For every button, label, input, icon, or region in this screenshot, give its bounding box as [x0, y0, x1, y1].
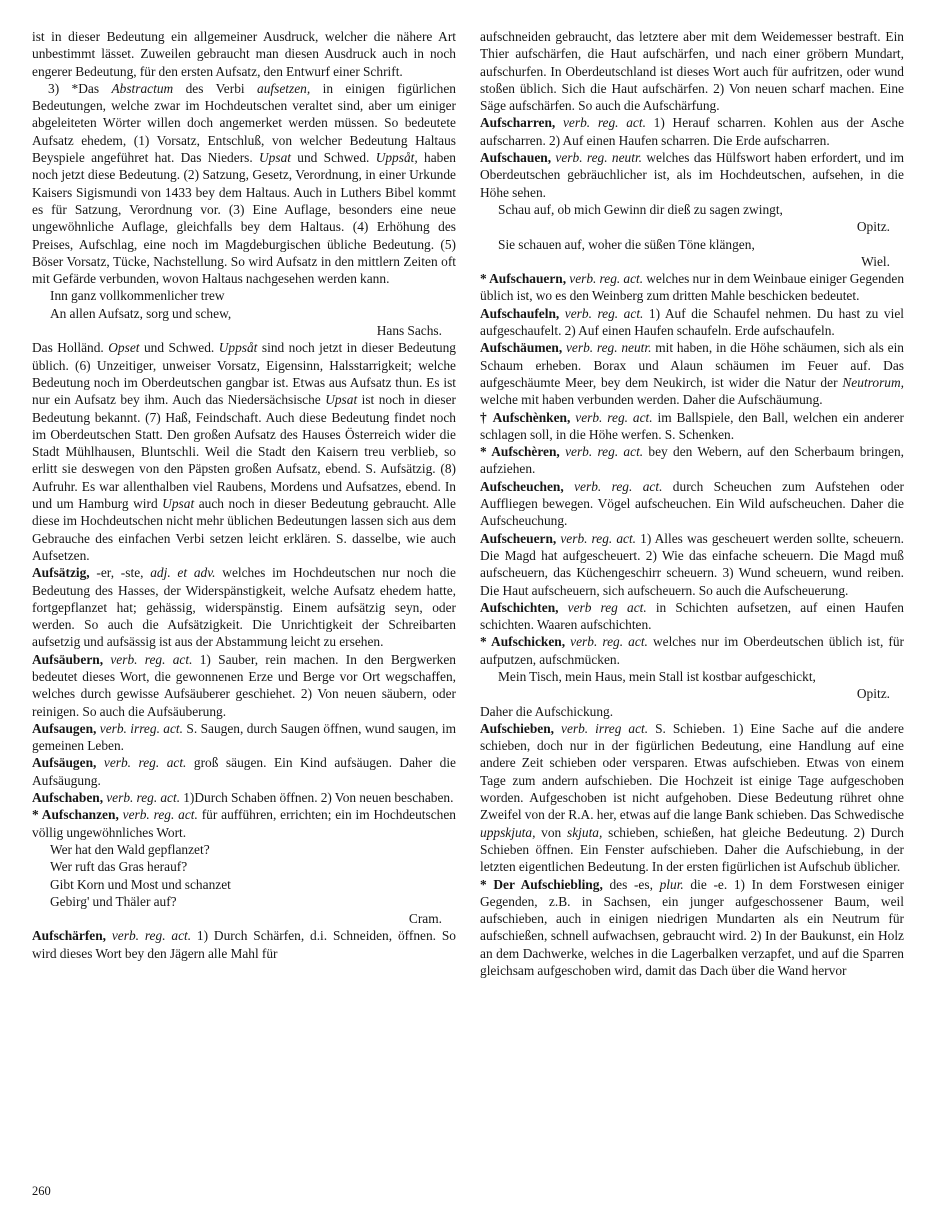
dictionary-entry	[32, 927, 456, 962]
text-segment: verb. reg. act.	[570, 634, 648, 650]
text-segment: welches das Hülfswort haben erfordert, und im Oberdeutschen gebräuchlicher ist, als im Hochdeutschen, aufsehen, in die Höhe sehen.	[480, 150, 905, 200]
text-segment: aufschneiden gebraucht, das letztere aber mit dem Weidemesser bestraft. Ein Thier aufschärfen, die Haut aufschärfen, und nach einer gröbern Mundart, aufschurfen. In Oberdeutschland ist dieses Wort auch für aufritzen, oder wund stoßen üblich. Sich die Haut aufschärfen. 2) Von neuen scharf machen. Eine Säge aufschärfen. So auch die Aufschärfung.	[480, 29, 904, 114]
text-segment: Schau auf, ob mich Gewinn dir dieß zu sagen zwingt,	[498, 201, 783, 217]
text-segment: für aufführen, errichten; ein im Hochdeutschen völlig ungewöhnliches Wort.	[32, 807, 457, 840]
text-segment: 1) Sauber, rein machen. In den Bergwerken bedeutet dieses Wort, die gewonnenen Erze und Berge vor Ort wegschaffen, welches durch gewisse Aufsäuberer geschiehet. 2) Von neuen säubern, oder reinigen. So auch die Aufsäuberung.	[32, 651, 457, 719]
headword: Aufschärfen,	[32, 928, 107, 944]
text-segment: aufsetzen,	[257, 80, 311, 96]
headword: Aufsäubern,	[32, 651, 104, 667]
text-segment: groß säugen. Ein Kind aufsäugen. Daher die Aufsäugung.	[32, 755, 456, 788]
text-segment: 1) Auf die Schaufel nehmen. Du hast zu viel aufgeschaufelt. 2) Auf einen Haufen schaufeln. Erde aufschaufeln.	[480, 305, 904, 339]
text-segment: Upsat	[259, 150, 291, 166]
text-segment: S. Schieben. 1) Eine Sache auf die andere schieben, doch nur in der figürlichen Bedeutung, eine Handlung auf eine andere Zeit schieben oder versparen. Etwas aufschieben. Etwas von einem Tage zum andern aufschieben. Die Hochzeit ist einige Tage aufgeschoben worden. Aufgeschoben ist nicht aufgehoben. Diese Bedeutung rühret ohne Zweifel von der R.A. her, etwas auf die lange Bank schieben. Das Schwedische	[480, 720, 904, 823]
text-segment: Sie schauen auf, woher die süßen Töne klängen,	[498, 236, 755, 252]
text-segment: verb reg act.	[567, 599, 647, 615]
dictionary-entry	[480, 409, 904, 444]
dictionary-entry	[480, 443, 904, 478]
text-segment: skjuta,	[567, 824, 603, 840]
text-columns	[32, 28, 905, 979]
headword: Aufschieben,	[480, 720, 555, 736]
paragraph	[32, 339, 456, 564]
headword: Aufscheuchen,	[480, 478, 564, 494]
text-segment: mit haben, in die Höhe schäumen, sich als ein Schaum erheben. Borax und Alaun schäumen im Feuer auf. Das aufgeschäumte Meer, bey dem Neukirch, ist wider die Natur der	[480, 340, 904, 390]
headword: * Der Aufschiebling,	[480, 876, 603, 892]
dictionary-entry	[480, 876, 904, 980]
text-segment: ist noch in dieser Bedeutung bekannt. (7) Haß, Feindschaft. Auch diese Bedeutung findet noch im Oberdeutschen Statt. Den großen Aufsatz des Hauses Österreich wider die Stadt Mühlhausen, Bluntschli. Weil die Stadt den Kaisern treu verblieb, so erlitt sie deswegen von den Päpsten großen Aufsatz, ebend. S. Aufsätzig. (8) Aufruhr. Es war allenthalben viel Raubens, Mordens und Aufsatzes, ebend. In und um Hamburg wird	[32, 392, 456, 512]
text-segment: plur.	[659, 876, 684, 892]
text-segment: adj. et adv.	[150, 565, 216, 581]
text-segment: welche mit haben verbunden werden. Daher die Aufschäumung.	[480, 392, 823, 408]
text-segment: Wiel.	[861, 253, 890, 269]
text-segment: Opitz.	[856, 219, 890, 235]
verse-line	[480, 668, 904, 685]
text-segment: 1) Alles was gescheuert werden sollte, scheuern. Die Magd hat aufgescheuert. 2) Wie das einfache scheuern. Die Magd muß aufscheuern, das Küchengeschirr scheuern. 3) Wund scheuern, wund reiben. Die Haut aufscheuern, sich aufscheuern. So auch die Aufscheuerung.	[480, 530, 904, 598]
dictionary-entry	[480, 270, 904, 305]
text-segment: durch Scheuchen zum Aufstehen oder Auffliegen bewegen. Vögel aufscheuchen. Ein Wild aufscheuchen. Daher die Aufscheuchung.	[480, 478, 904, 529]
headword: * Aufschanzen,	[32, 807, 119, 823]
text-segment	[559, 600, 568, 615]
text-segment: Upsat	[325, 392, 358, 408]
dictionary-entry	[480, 149, 904, 201]
headword: Aufscharren,	[480, 115, 556, 131]
dictionary-entry	[480, 114, 904, 149]
text-segment: Daher die Aufschickung.	[480, 703, 614, 719]
text-segment: sind noch jetzt in dieser Bedeutung üblich. (6) Unzeitiger, unweiser Vorsatz, Eigensinn, Halsstarrigkeit; welche Bedeutung noch im Oberdeutschen gangbar ist. Etwas aus Aufsatz thun. Es ist nur ein Aufsatz bey ihm. Auch das Niedersächsische	[32, 340, 456, 408]
headword: Aufschaben,	[32, 790, 104, 806]
text-segment: Wer hat den Wald gepflanzet?	[50, 841, 210, 857]
text-segment: Wer ruft das Gras herauf?	[50, 859, 188, 875]
text-segment: verb. reg. act.	[110, 651, 193, 667]
text-segment: und Schwed.	[139, 340, 219, 356]
headword: Aufscheuern,	[480, 530, 557, 546]
text-segment: 1) Herauf scharren. Kohlen aus der Asche aufscharren. 2) Auf einen Haufen scharren. Die Erde aufscharren.	[480, 115, 905, 148]
text-segment: verb. reg. act.	[569, 271, 644, 287]
paragraph	[480, 28, 904, 114]
text-segment: Inn ganz vollkommenlicher trew	[50, 288, 225, 304]
verse-line	[32, 858, 456, 875]
paragraph	[480, 703, 904, 720]
text-segment: verb. reg. act.	[106, 790, 181, 806]
text-segment: die -e. 1) In dem Forstwesen einiger Gegenden, z.B. in Sachsen, ein junger aufgeschossener Baum, weil aufschieben, auch in einigen niedrigen Mundarten als ein Neutrum für aufschießen, schnell aufwachsen, gebraucht wird. 2) In der Baukunst, ein Holz an dem Dachwerke, welches in die Lagerbalken verzapfet, und auf die Sparren gleichsam aufgeschoben wird, damit das Dach über die Wand hervor	[480, 876, 904, 979]
dictionary-entry	[480, 633, 904, 668]
text-segment	[96, 755, 104, 770]
dictionary-entry	[480, 339, 904, 408]
text-segment: verb. reg. act.	[574, 478, 663, 494]
text-segment: verb. irreg act.	[561, 720, 649, 736]
text-segment: S. Saugen, durch Saugen öffnen, wund saugen, im gemeinen Leben.	[32, 720, 456, 754]
text-segment: verb. reg. act.	[560, 530, 637, 546]
text-segment: Uppsåt,	[375, 150, 418, 166]
text-segment: verb. irreg. act.	[99, 720, 184, 736]
text-segment: Abstractum	[111, 80, 174, 96]
text-segment: verb. reg. act.	[564, 305, 644, 321]
paragraph	[32, 80, 456, 288]
text-segment: verb. reg. act.	[103, 755, 187, 771]
text-segment: 3) *Das	[48, 80, 112, 96]
quote-attribution	[32, 910, 456, 927]
text-segment: und Schwed.	[291, 150, 376, 166]
verse-line	[32, 305, 456, 322]
text-segment: An allen Aufsatz, sorg und schew,	[50, 305, 232, 321]
page-number: 260	[32, 1183, 51, 1198]
quote-attribution	[480, 218, 904, 235]
verse-line	[32, 841, 456, 858]
quote-attribution	[32, 322, 456, 339]
text-segment	[554, 721, 561, 736]
headword: * Aufschicken,	[480, 634, 566, 650]
dictionary-entry	[32, 651, 456, 720]
dictionary-entry	[480, 530, 904, 599]
text-segment: in einigen figürlichen Bedeutungen, welche zwar im Hochdeutschen veraltet sind, aber um einiger abgeleiteten Wörter willen doch angemerket werden müssen. So bedeutete Aufsatz ehedem, (1) Vorsatz, Entschluß, von welcher Bedeutung Haltaus Beyspiele angeführet hat. Das Nieders.	[32, 80, 456, 166]
dictionary-entry	[480, 720, 904, 876]
text-segment: welches nur in dem Weinbaue einiger Gegenden üblich ist, wo es den Weinberg zum dritten Mahle beschicken bedeutet.	[480, 271, 905, 304]
text-segment: welches im Hochdeutschen nur noch die Bedeutung des Hasses, der Widerspänstigkeit, welche Aufsatz ehedem hatte, fortgepflanzet hat; gehässig, widerspänstig. Einem aufsätzig seyn, oder werden. So auch die Aufsätzigkeit. Die Unrichtigkeit der Schreibarten aufsetzig und aufsässig ist aus der Abstammung leicht zu ersehen.	[32, 565, 457, 650]
text-segment: verb. reg. act.	[122, 807, 198, 823]
verse-line	[32, 893, 456, 910]
headword: * Aufschauern,	[480, 271, 567, 287]
text-segment: verb. reg. neutr.	[565, 340, 652, 356]
text-segment: Opset	[108, 340, 140, 356]
text-segment: Neutrorum,	[842, 374, 904, 390]
text-segment: Hans Sachs.	[376, 323, 442, 339]
text-segment: bey den Webern, auf den Scherbaum bringen, aufziehen.	[480, 444, 904, 477]
text-segment: des Verbi	[173, 80, 258, 96]
dictionary-entry	[32, 806, 456, 841]
headword: * Aufschèren,	[480, 444, 560, 460]
text-segment: verb. reg. act.	[565, 444, 644, 460]
text-segment: Das Holländ.	[32, 340, 109, 356]
headword: Aufsätzig,	[32, 565, 90, 581]
text-segment: Upsat	[162, 496, 195, 512]
dictionary-entry	[32, 720, 456, 755]
verse-line	[480, 201, 904, 218]
text-segment: haben noch jetzt diese Bedeutung. (2) Satzung, Gesetz, Verordnung, in einer Urkunde Kaisers Sigismundi von 1433 bey dem Haltaus. Auch in Luthers Bibel kommt es für Satzung, Verordnung vor. (3) Eine Auflage, besonders eine neue ungewöhnliche Auflage, gleichfalls bey dem Haltaus. (4) Erhöhung des Preises, Aufschlag, eine noch im Magdeburgischen übliche Bedeutung. (5) Böser Vorsatz, Tücke, Nachstellung. So wird Aufsatz in den mittlern Zeiten oft mit Gefärde verbunden, wovon Haltaus nachgesehen werden kann.	[32, 150, 456, 287]
text-segment	[564, 479, 574, 494]
dictionary-entry	[480, 478, 904, 530]
text-segment: auch noch in dieser Bedeutung gebraucht. Alle diese im Hochdeutschen nicht mehr üblichen Bedeutungen lassen sich aus dem Gebrauche des einfachen Verbi setzen leicht erklären. S. dasselbe, wie auch Aufsetzen.	[32, 496, 456, 563]
text-segment: des -es,	[602, 876, 660, 892]
text-segment: Opitz.	[856, 686, 890, 702]
text-segment: im Ballspiele, den Ball, welchen ein anderer schlagen soll, in die Höhe werfen. S. Schenken.	[480, 409, 905, 442]
text-segment: in Schichten aufsetzen, auf einen Haufen schichten. Waaren aufschichten.	[480, 599, 904, 633]
text-segment: Mein Tisch, mein Haus, mein Stall ist kostbar aufgeschickt,	[498, 668, 816, 684]
text-segment	[555, 115, 563, 130]
dictionary-entry	[32, 789, 456, 806]
quote-attribution	[480, 253, 904, 270]
headword: † Aufschènken,	[480, 409, 571, 425]
text-segment: schieben, schießen, hat gleiche Bedeutung. 2) Durch Schieben öffnen. Ein Fenster aufschieben. Daher die Aufschiebung, in der letzten eigentlichen Bedeutung. In der ersten figürlichen ist Aufschub üblicher.	[480, 824, 904, 875]
text-segment: verb. reg. act.	[111, 928, 192, 944]
text-segment: 1) Durch Schärfen, d.i. Schneiden, öffnen. So wird dieses Wort bey den Jägern alle Mahl für	[32, 928, 456, 961]
verse-line	[480, 236, 904, 253]
text-segment: verb. reg. act.	[562, 115, 646, 131]
text-segment: von	[535, 824, 568, 840]
text-segment: verb. reg. neutr.	[555, 150, 643, 166]
dictionary-entry	[32, 754, 456, 789]
text-segment: uppskjuta,	[480, 824, 536, 840]
headword: Aufschichten,	[480, 599, 559, 615]
text-segment: verb. reg. act.	[575, 409, 653, 425]
text-segment: Gibt Korn und Most und schanzet	[50, 876, 231, 892]
verse-line	[32, 287, 456, 304]
headword: Aufsäugen,	[32, 755, 97, 771]
verse-line	[32, 876, 456, 893]
text-segment: 1)Durch Schaben öffnen. 2) Von neuen beschaben.	[180, 790, 454, 806]
dictionary-entry	[32, 564, 456, 650]
column-right	[480, 28, 904, 979]
text-segment: ist in dieser Bedeutung ein allgemeiner Ausdruck, welcher die nähere Art unbestimmt lässet. Zuweilen gebraucht man diesen Ausdruck auch in noch engerer Bedeutung, für den ersten Aufsatz, den Entwurf einer Schrift.	[32, 29, 456, 79]
headword: Aufschaufeln,	[480, 305, 560, 321]
dictionary-entry	[480, 599, 904, 634]
quote-attribution	[480, 685, 904, 702]
text-segment: Gebirg' und Thäler auf?	[50, 893, 177, 909]
text-segment: Uppsåt	[218, 340, 258, 356]
headword: Aufschauen,	[480, 150, 552, 166]
text-segment: -er, -ste,	[89, 565, 151, 581]
column-left	[32, 28, 456, 979]
dictionary-entry	[480, 305, 904, 340]
paragraph	[32, 28, 456, 80]
headword: Aufsaugen,	[32, 720, 97, 736]
headword: Aufschäumen,	[480, 340, 563, 356]
text-segment: Cram.	[408, 911, 442, 927]
text-segment: welches nur im Oberdeutschen üblich ist, für aufputzen, aufschmücken.	[480, 634, 904, 667]
